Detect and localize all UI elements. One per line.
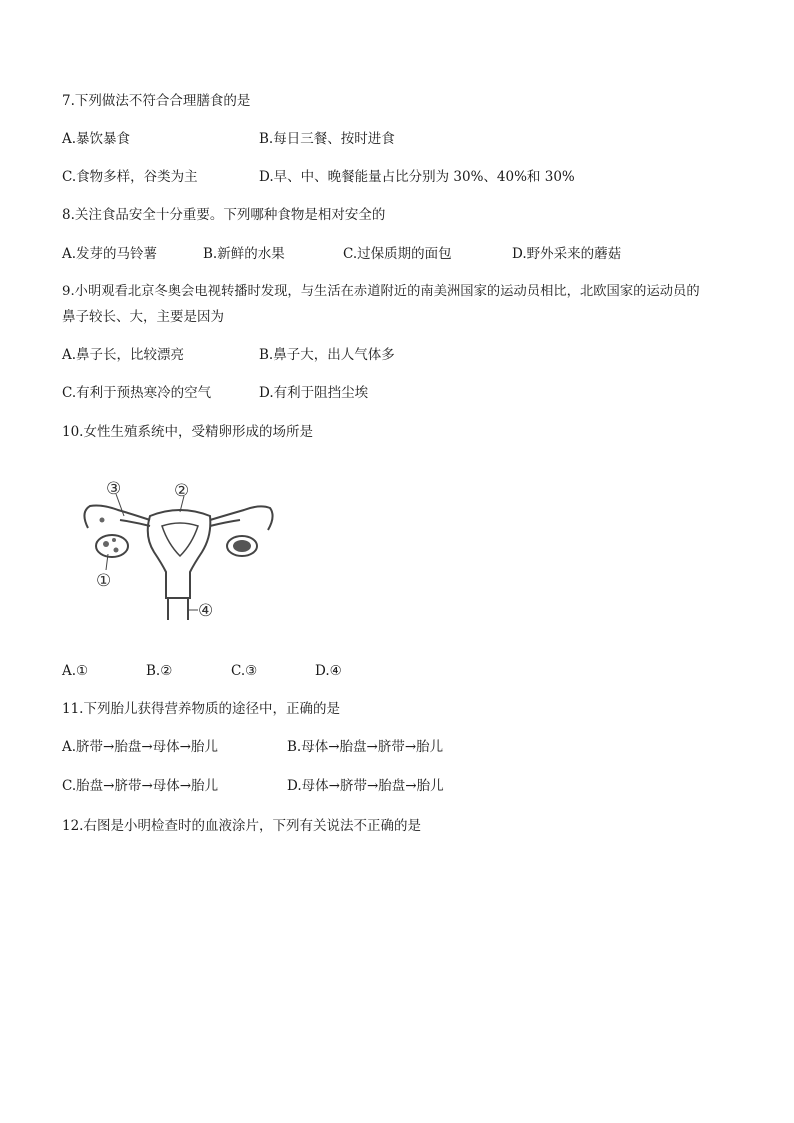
question-7-option-d: D.早、中、晚餐能量占比分别为 30%、40%和 30%: [259, 169, 575, 185]
question-7-option-a: A.暴饮暴食: [62, 131, 131, 147]
question-10-option-c: C.③: [231, 663, 258, 679]
question-9-option-c: C.有利于预热寒冷的空气: [62, 385, 212, 401]
question-11-option-b: B.母体→胎盘→脐带→胎儿: [287, 739, 444, 755]
question-12-stem: 12.右图是小明检查时的血液涂片，下列有关说法不正确的是: [62, 818, 421, 834]
diagram-label-2: ②: [174, 481, 190, 501]
question-8-option-b: B.新鲜的水果: [203, 246, 285, 262]
question-11-option-d: D.母体→脐带→胎盘→胎儿: [287, 778, 444, 794]
question-11-stem: 11.下列胎儿获得营养物质的途径中，正确的是: [62, 701, 340, 717]
question-11-option-c: C.胎盘→脐带→母体→胎儿: [62, 778, 219, 794]
question-11-option-a: A.脐带→胎盘→母体→胎儿: [62, 739, 218, 755]
question-9-stem-line2: 鼻子较长、大，主要是因为: [62, 309, 224, 325]
question-7-option-c: C.食物多样，谷类为主: [62, 169, 198, 185]
question-9-stem-line1: 9.小明观看北京冬奥会电视转播时发现，与生活在赤道附近的南美洲国家的运动员相比，北欧国家的运动员的: [62, 284, 700, 299]
question-7-stem: 7.下列做法不符合合理膳食的是: [62, 93, 251, 109]
question-9-option-b: B.鼻子大，出人气体多: [259, 347, 395, 363]
diagram-label-1: ①: [96, 571, 112, 591]
question-9-option-a: A.鼻子长，比较漂亮: [62, 347, 185, 363]
question-10-option-b: B.②: [146, 663, 173, 679]
question-8-option-d: D.野外采来的蘑菇: [512, 246, 622, 262]
question-7-option-b: B.每日三餐、按时进食: [259, 131, 395, 147]
question-8-option-c: C.过保质期的面包: [343, 246, 452, 262]
question-10-option-d: D.④: [315, 663, 342, 679]
question-9-option-d: D.有利于阻挡尘埃: [259, 385, 369, 401]
question-8-option-a: A.发芽的马铃薯: [62, 246, 158, 262]
question-10-stem: 10.女性生殖系统中，受精卵形成的场所是: [62, 424, 313, 440]
question-8-stem: 8.关注食品安全十分重要。下列哪种食物是相对安全的: [62, 207, 386, 223]
diagram-label-4: ④: [198, 601, 214, 621]
female-reproductive-system-diagram: [62, 474, 282, 624]
diagram-label-3: ③: [106, 479, 122, 499]
question-10-option-a: A.①: [62, 663, 89, 679]
